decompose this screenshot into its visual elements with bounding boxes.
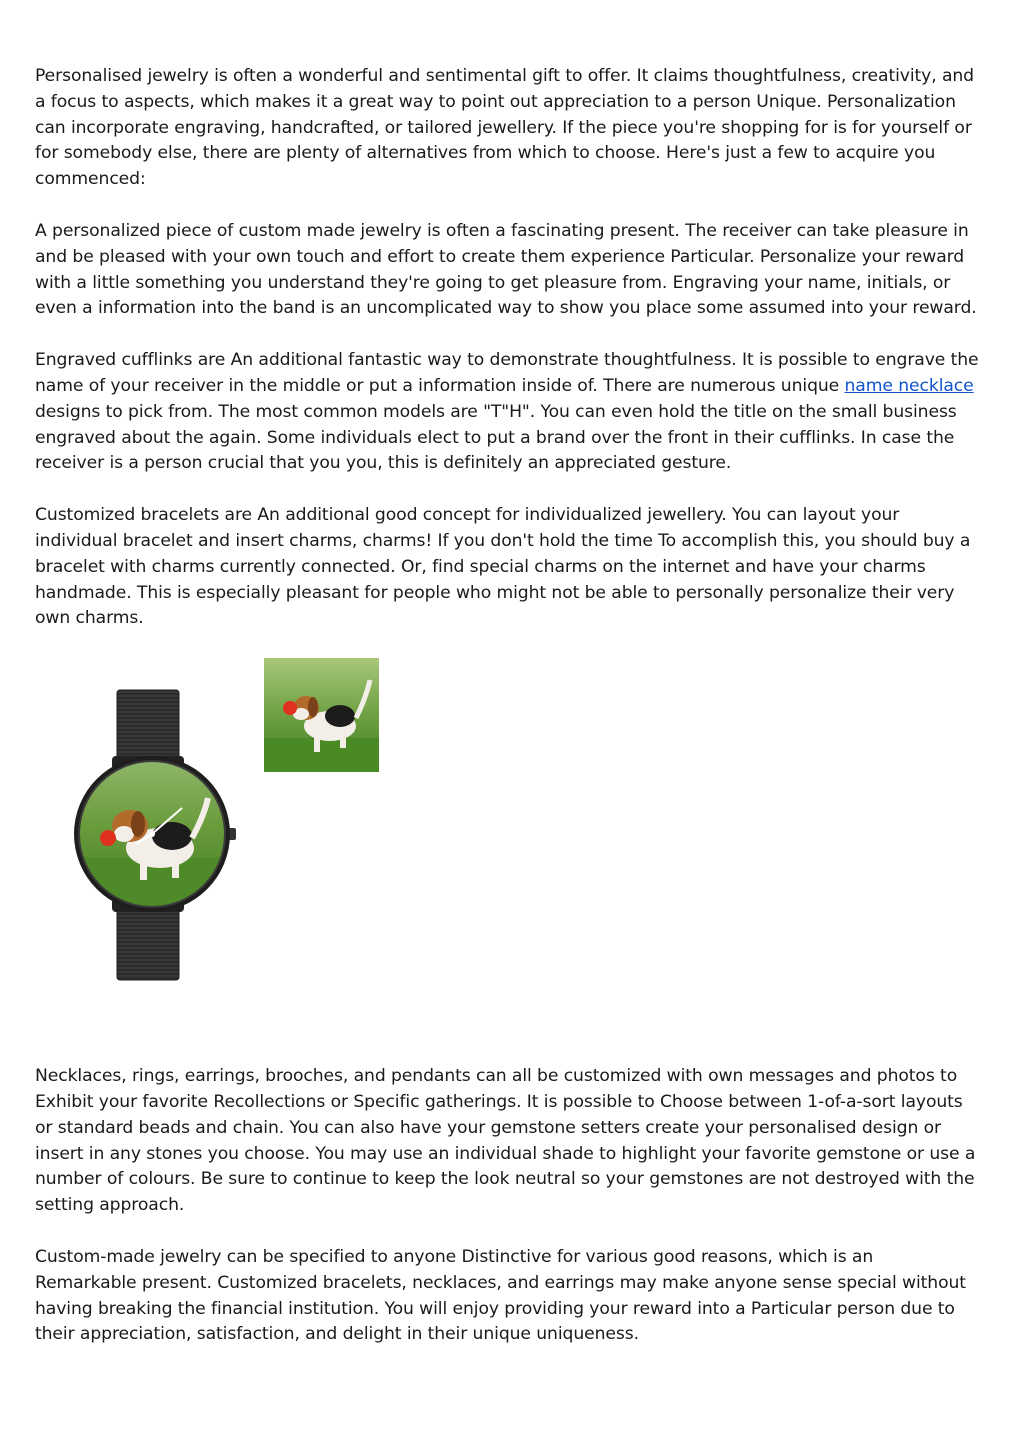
paragraph-cufflinks: [35, 348, 980, 477]
name-necklace-link[interactable]: name necklace: [844, 375, 974, 396]
beagle-photo-icon: [264, 658, 379, 772]
beagle-photo-image: [264, 658, 379, 772]
photo-watch-icon: [32, 658, 240, 1002]
image-row: [32, 658, 980, 1042]
paragraph-necklaces: Necklaces, rings, earrings, brooches, and pendants can all be customized with own messages and photos to Exhibit your favorite Recollections or Specific gatherings. It is possible to Choose between 1-of-a-sort layouts or standard beads and chain. You can also have your gemstone setters create your personalised design or insert in any stones you choose. You may use an individual shade to highlight your favorite gemstone or use a number of colours. Be sure to continue to keep the look neutral so your gemstones are not destroyed with the setting approach.: [35, 1066, 976, 1216]
paragraph-custom-made: Custom-made jewelry can be specified to anyone Distinctive for various good reasons, which is an Remarkable present. Customized bracelets, necklaces, and earrings may make anyone sense special without having breaking the financial institution. You will enjoy providing your reward into a Particular person due to their appreciation, satisfaction, and delight in their unique uniqueness.: [35, 1246, 966, 1345]
photo-watch-image: [32, 658, 240, 1002]
paragraph-cufflinks-text-1: Engraved cufflinks are An additional fantastic way to demonstrate thoughtfulness. It is possible to engrave the name of your receiver in the middle or put a information inside of. There are numerous unique: [35, 350, 979, 396]
paragraph-intro: Personalised jewelry is often a wonderful and sentimental gift to offer. It claims thoughtfulness, creativity, and a focus to aspects, which makes it a great way to point out appreciation to a person Unique. Personalization can incorporate engraving, handcrafted, or tailored jewellery. If the piece you're shopping for is for yourself or for somebody else, there are plenty of alternatives from which to choose. Here's just a few to acquire you commenced:: [35, 66, 974, 190]
paragraph-personalized-piece: A personalized piece of custom made jewelry is often a fascinating present. The receiver can take pleasure in and be pleased with your own touch and effort to create them experience Particular. Personalize your reward with a little something you understand they're going to get pleasure from. Engraving your name, initials, or even a information into the band is an uncomplicated way to show you place some assumed into your reward.: [35, 220, 977, 319]
paragraph-bracelets: Customized bracelets are An additional good concept for individualized jewellery. You can layout your individual bracelet and insert charms, charms! If you don't hold the time To accomplish this, you should buy a bracelet with charms currently connected. Or, find special charms on the internet and have your charms handmade. This is especially pleasant for people who might not be able to personally personalize their very own charms.: [35, 505, 971, 629]
paragraph-cufflinks-text-2: designs to pick from. The most common models are "T"H". You can even hold the title on the small business engraved about the again. Some individuals elect to put a brand over the front in their cufflinks. In case the receiver is a person crucial that you you, this is definitely an appreciated gesture.: [35, 401, 957, 474]
article-body: [35, 64, 980, 1374]
